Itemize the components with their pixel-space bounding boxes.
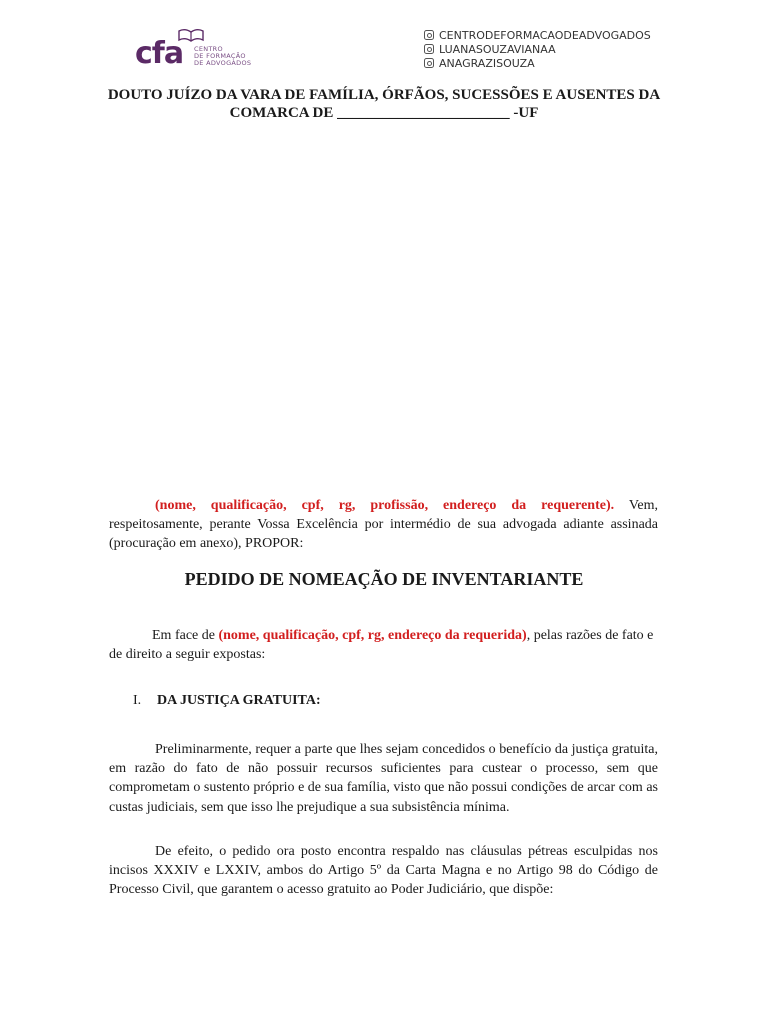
paragraph-text: De efeito, o pedido ora posto encontra respaldo nas cláusulas pétreas esculpidas nos incisos XXXIV e LXXIV, ambos do Artigo 5º da Carta Magna e no Artigo 98 do Código de Processo Civil, que garantem o acesso gratuito ao Poder Judiciário, que dispõe: — [109, 844, 658, 898]
requerida-placeholder: (nome, qualificação, cpf, rg, endereço da requerida) — [218, 628, 527, 643]
social-row — [424, 42, 651, 56]
cfa-logo — [133, 26, 253, 72]
social-handle: LUANASOUZAVIANAA — [439, 42, 556, 56]
section-number: I. — [133, 693, 142, 708]
face-post: , pelas razões de fato e de direito a seguir expostas: — [109, 628, 654, 663]
requerente-placeholder: (nome, qualificação, cpf, rg, profissão, endereço da requerente). — [155, 498, 615, 513]
logo-subtitle: CENTRO DE FORMAÇÃO DE ADVOGADOS — [194, 45, 252, 67]
paragraph-text: Preliminarmente, requer a parte que lhes sejam concedidos o benefício da justiça gratuita, em razão do fato de não possuir recursos suficientes para custear o processo, sem que comprometam o sustento próprio e de sua família, visto que não possui condições de arcar com as custas judiciais, sem que isso lhe prejudique a sua subsistência mínima. — [109, 742, 658, 815]
social-handle: CENTRODEFORMACAODEADVOGADOS — [439, 28, 651, 42]
paragraph-de-efeito — [109, 842, 658, 900]
social-row — [424, 28, 651, 42]
section-title: DA JUSTIÇA GRATUITA: — [157, 693, 321, 708]
document-title: PEDIDO DE NOMEAÇÃO DE INVENTARIANTE — [184, 569, 584, 589]
logo-brand: cfa — [135, 36, 184, 71]
instagram-icon — [424, 44, 434, 54]
paragraph-justica-gratuita — [109, 740, 658, 817]
section-heading — [133, 693, 321, 709]
instagram-icon — [424, 58, 434, 68]
book-icon — [178, 28, 204, 42]
court-header — [80, 86, 688, 122]
face-pre: Em face de — [152, 628, 219, 643]
social-handle: ANAGRAZISOUZA — [439, 56, 535, 70]
face-paragraph — [109, 626, 658, 664]
intro-text: Vem, respeitosamente, perante Vossa Excelência por intermédio de sua advogada adiante assinada (procuração em anexo), PROPOR: — [109, 498, 658, 552]
header-line-2: COMARCA DE _______________________ -UF — [229, 105, 539, 121]
social-row — [424, 56, 651, 70]
instagram-icon — [424, 30, 434, 40]
header-line-1: DOUTO JUÍZO DA VARA DE FAMÍLIA, ÓRFÃOS, SUCESSÕES E AUSENTES DA — [107, 87, 661, 103]
intro-paragraph — [109, 496, 658, 554]
social-handles — [424, 28, 651, 70]
